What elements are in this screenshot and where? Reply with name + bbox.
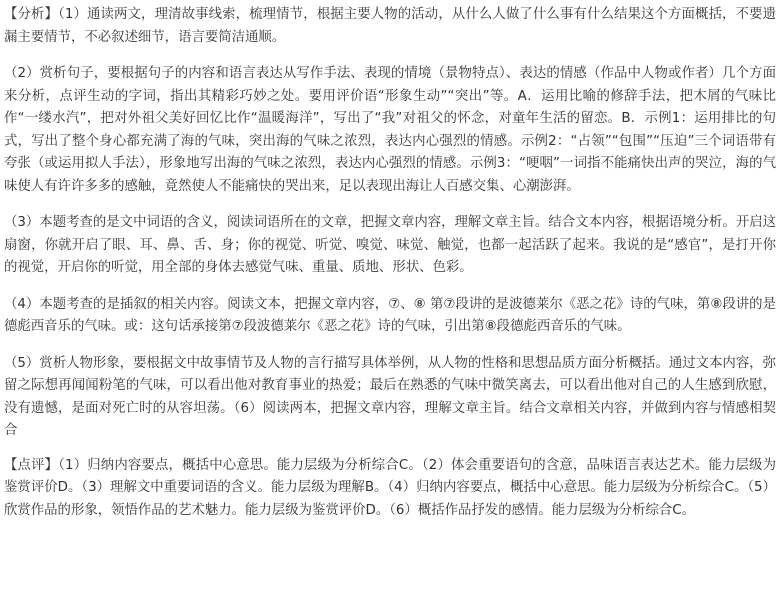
analysis-paragraph-5: （5）赏析人物形象，要根据文中故事情节及人物的言行描写具体举例，从人物的性格和思想品质方面分析概括。通过文本内容，弥留之际想再闻闻粉笔的气味，可以看出他对教育事业的热爱；最后在熟悉的气味中微笑离去，可以看出他对自己的人生感到欣慰，没有遗憾，是面对死亡时的从容坦荡。（6）阅读两本，把握文章内容，理解文章主旨。结合文章相关内容，并做到内容与情感相契合 [4,355,776,438]
analysis-paragraph-4: （4）本题考查的是插叙的相关内容。阅读文本，把握文章内容，⑦、⑧ 第⑦段讲的是波德莱尔《恶之花》诗的气味，第⑧段讲的是德彪西音乐的气味。或：这句话承接第⑦段波德莱尔《恶之花》诗的气味，引出第⑧段德彪西音乐的气味。 [4,296,776,334]
analysis-paragraph-1: 【分析】（1）通读两文，理清故事线索，梳理情节，根据主要人物的活动，从什么人做了什么事有什么结果这个方面概括，不要遗漏主要情节，不必叙述细节，语言要简洁通顺。 [4,7,776,45]
analysis-paragraph-2: （2）赏析句子，要根据句子的内容和语言表达从写作手法、表现的情境（景物特点）、表达的情感（作品中人物或作者）几个方面来分析，点评生动的字词，指出其精彩巧妙之处。要用评价语“形象生动”“突出”等。A．运用比喻的修辞手法，把木屑的气味比作“一缕水汽”，把对外祖父美好回忆比作“温暖海洋”，写出了“我”对祖父的怀念，对童年生活的留恋。B．示例1：运用排比的句式，写出了整个身心都充满了海的气味，突出海的气味之浓烈，表达内心强烈的情感。示例2：“占领”“包围”“压迫”三个词语带有夸张（或运用拟人手法），形象地写出海的气味之浓烈，表达内心强烈的情感。示例3：“哽咽”一词指不能痛快出声的哭泣，海的气味使人有许许多多的感触，竟然使人不能痛快的哭出来，足以表现出海让人百感交集、心潮澎湃。 [4,66,776,194]
comment-paragraph: 【点评】（1）归纳内容要点，概括中心意思。能力层级为分析综合C。（2）体会重要语句的含意，品味语言表达艺术。能力层级为鉴赏评价D。（3）理解文中重要词语的含义。能力层级为理解B。（4）归纳内容要点，概括中心意思。能力层级为分析综合C。（5）欣赏作品的形象，领悟作品的艺术魅力。能力层级为鉴赏评价D。（6）概括作品抒发的感情。能力层级为分析综合C。 [4,457,776,518]
analysis-paragraph-3: （3）本题考查的是文中词语的含义，阅读词语所在的文章，把握文章内容，理解文章主旨。结合文本内容，根据语境分析。开启这扇窗，你就开启了眼、耳、鼻、舌、身；你的视觉、听觉、嗅觉、味觉、触觉，也都一起活跃了起来。我说的是“感官”，是打开你的视觉，开启你的听觉，用全部的身体去感觉气味、重量、质地、形状、色彩。 [4,215,776,275]
answer-document [4,4,776,522]
